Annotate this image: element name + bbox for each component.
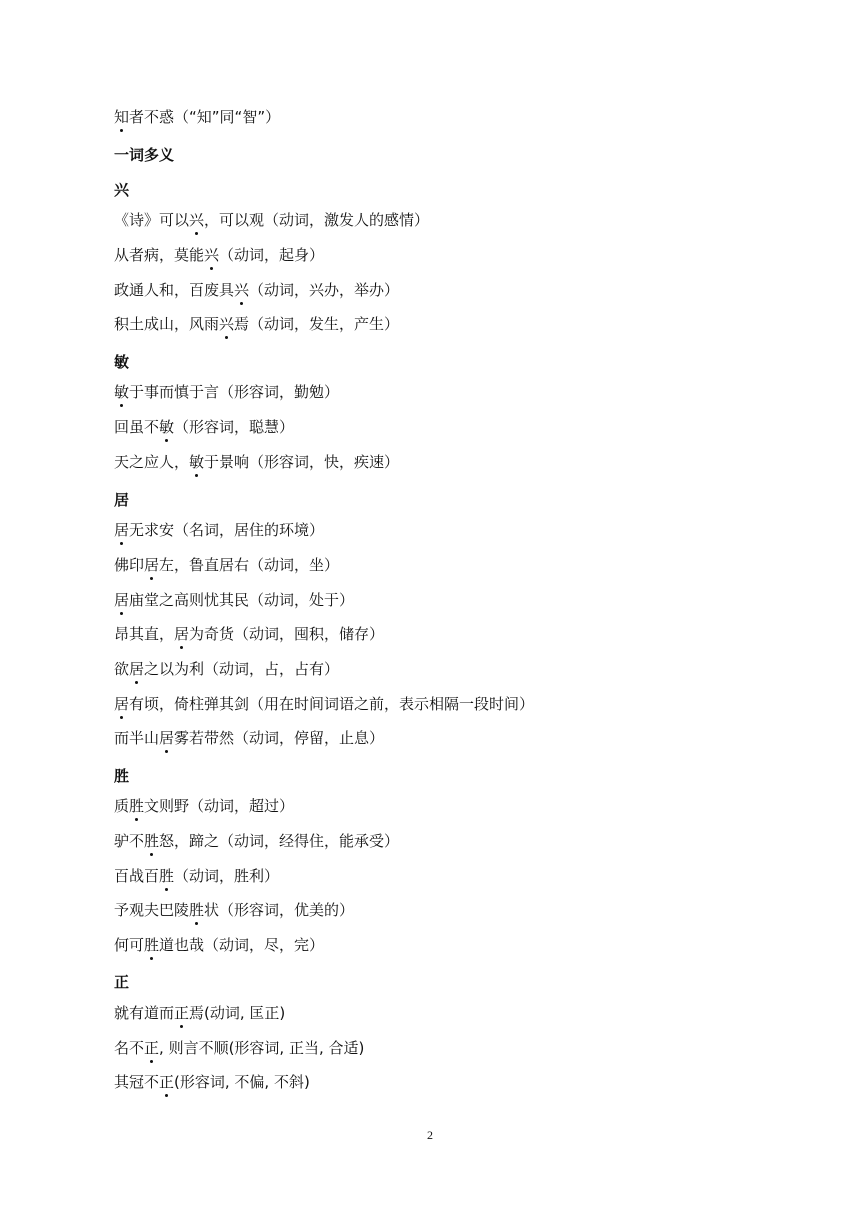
line-text: 怒，蹄之（动词，经得住，能承受）	[159, 832, 400, 850]
example-line	[114, 728, 384, 748]
example-line	[114, 382, 339, 402]
line-text: 一词多义	[114, 146, 175, 164]
emphasized-char: 兴	[219, 315, 235, 333]
line-text: 质	[114, 797, 130, 815]
line-text: 积土成山，风雨	[114, 315, 220, 333]
example-line	[114, 210, 429, 230]
line-text: 焉(动词, 匡正)	[189, 1004, 286, 1022]
example-line	[114, 831, 399, 851]
emphasized-char: 居	[114, 695, 130, 713]
line-text: 回虽不	[114, 418, 160, 436]
line-text: 名不	[114, 1039, 145, 1057]
line-text: （动词，胜利）	[174, 867, 280, 885]
section-heading	[114, 145, 174, 165]
emphasized-char: 兴	[189, 211, 205, 229]
example-line	[114, 935, 324, 955]
line-text: ，可以观（动词，激发人的感情）	[204, 211, 430, 229]
line-text: （动词，兴办，举办）	[249, 281, 400, 299]
line-text: 就有道而	[114, 1004, 175, 1022]
line-text: (形容词, 不偏, 不斜)	[174, 1073, 310, 1091]
line-text: 有顷，倚柱弹其剑（用在时间词语之前，表示相隔一段时间）	[129, 695, 535, 713]
example-line	[114, 1003, 285, 1023]
example-line	[114, 1038, 364, 1058]
example-line	[114, 520, 324, 540]
line-text: 于景响（形容词，快，疾速）	[204, 453, 400, 471]
section-heading	[114, 180, 129, 200]
line-text: 庙堂之高则忧其民（动词，处于）	[129, 591, 355, 609]
example-line	[114, 1072, 310, 1092]
example-line	[114, 107, 280, 127]
line-text: 道也哉（动词，尽，完）	[159, 936, 325, 954]
emphasized-char: 敏	[114, 383, 130, 401]
emphasized-char: 正	[174, 1004, 190, 1022]
emphasized-char: 知	[114, 108, 130, 126]
example-line	[114, 245, 324, 265]
emphasized-char: 敏	[189, 453, 205, 471]
line-text: 政通人和，百废具	[114, 281, 235, 299]
emphasized-char: 居	[159, 729, 175, 747]
emphasized-char: 居	[114, 521, 130, 539]
line-text: 天之应人，	[114, 453, 190, 471]
example-line	[114, 659, 339, 679]
section-heading	[114, 766, 129, 786]
line-text: 居	[114, 491, 130, 509]
line-text: 于事而慎于言（形容词，勤勉）	[129, 383, 340, 401]
emphasized-char: 敏	[159, 418, 175, 436]
line-text: 者不惑（“知”同“智”）	[129, 108, 281, 126]
line-text: 从者病，莫能	[114, 246, 205, 264]
example-line	[114, 866, 279, 886]
line-text: 状（形容词，优美的）	[204, 901, 355, 919]
example-line	[114, 590, 354, 610]
example-line	[114, 694, 534, 714]
line-text: （形容词，聪慧）	[174, 418, 295, 436]
example-line	[114, 417, 294, 437]
line-text: 昂其直，	[114, 625, 175, 643]
emphasized-char: 居	[129, 660, 145, 678]
line-text: 为奇货（动词，囤积，储存）	[189, 625, 385, 643]
line-text: 百战百	[114, 867, 160, 885]
section-heading	[114, 490, 129, 510]
emphasized-char: 居	[114, 591, 130, 609]
emphasized-char: 胜	[129, 797, 145, 815]
emphasized-char: 正	[144, 1039, 160, 1057]
example-line	[114, 555, 339, 575]
emphasized-char: 正	[159, 1073, 175, 1091]
line-text: 之以为利（动词，占，占有）	[144, 660, 340, 678]
line-text: 无求安（名词，居住的环境）	[129, 521, 325, 539]
line-text: , 则言不顺(形容词, 正当, 合适)	[159, 1039, 365, 1057]
line-text: 佛印	[114, 556, 145, 574]
emphasized-char: 胜	[144, 936, 160, 954]
line-text: 欲	[114, 660, 130, 678]
example-line	[114, 314, 399, 334]
emphasized-char: 兴	[204, 246, 220, 264]
line-text: 《诗》可以	[114, 211, 190, 229]
emphasized-char: 兴	[234, 281, 250, 299]
emphasized-char: 胜	[144, 832, 160, 850]
emphasized-char: 胜	[189, 901, 205, 919]
line-text: 胜	[114, 767, 130, 785]
line-text: 驴不	[114, 832, 145, 850]
line-text: 何可	[114, 936, 145, 954]
line-text: 而半山	[114, 729, 160, 747]
emphasized-char: 居	[174, 625, 190, 643]
line-text: 正	[114, 973, 130, 991]
line-text: 焉（动词，发生，产生）	[234, 315, 400, 333]
line-text: （动词，起身）	[219, 246, 325, 264]
section-heading	[114, 352, 129, 372]
line-text: 雾若带然（动词，停留，止息）	[174, 729, 385, 747]
section-heading	[114, 972, 129, 992]
example-line	[114, 452, 399, 472]
example-line	[114, 280, 399, 300]
line-text: 其冠不	[114, 1073, 160, 1091]
line-text: 敏	[114, 353, 130, 371]
emphasized-char: 居	[144, 556, 160, 574]
example-line	[114, 900, 354, 920]
page-number: 2	[427, 1128, 433, 1142]
example-line	[114, 796, 294, 816]
line-text: 文则野（动词，超过）	[144, 797, 295, 815]
line-text: 予观夫巴陵	[114, 901, 190, 919]
line-text: 兴	[114, 181, 130, 199]
example-line	[114, 624, 384, 644]
line-text: 左，鲁直居右（动词，坐）	[159, 556, 340, 574]
emphasized-char: 胜	[159, 867, 175, 885]
